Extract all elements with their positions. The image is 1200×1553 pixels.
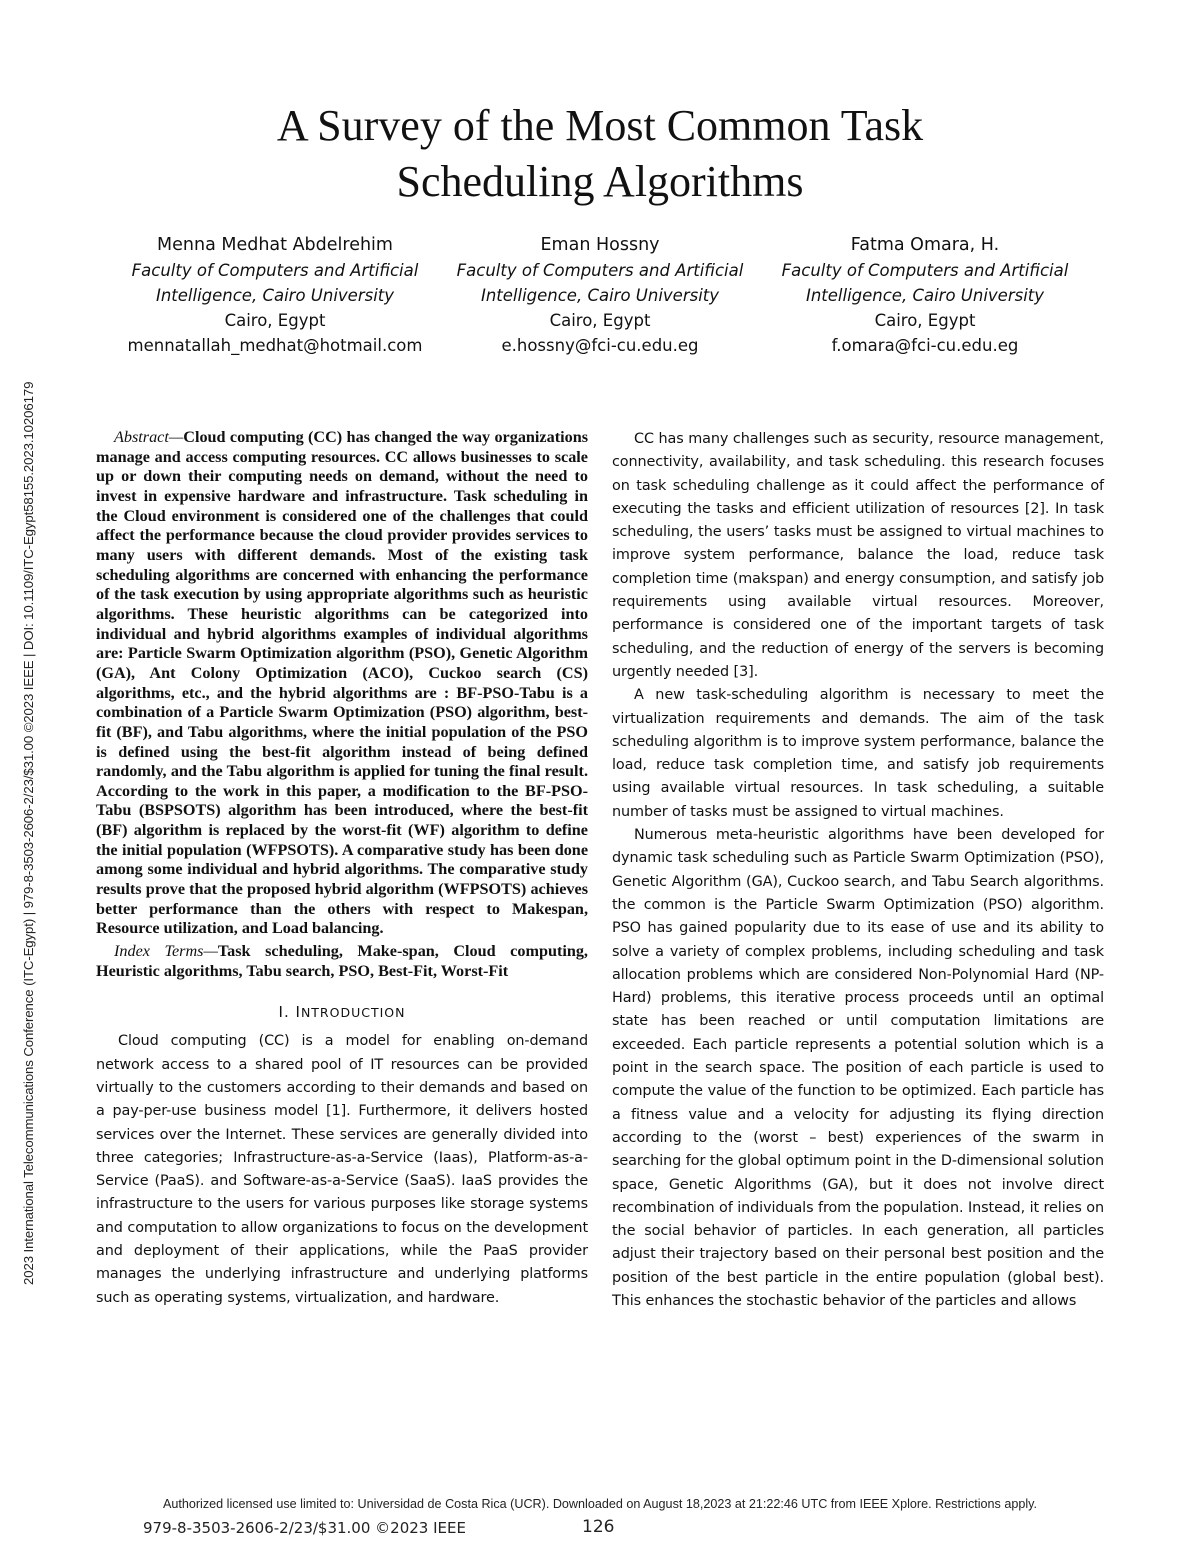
author-email: f.omara@fci-cu.edu.eg (831, 336, 1019, 355)
section-heading-introduction (96, 1003, 588, 1021)
author-affiliation-line-1: Faculty of Computers and Artificial (131, 261, 419, 280)
abstract (96, 428, 588, 981)
introduction-body-continued (612, 428, 1104, 1313)
author-email: e.hossny@fci-cu.edu.eg (501, 336, 699, 355)
author-location: Cairo, Egypt (549, 311, 651, 330)
page-number: 126 (582, 1517, 615, 1537)
section-title-initial: I (295, 1003, 301, 1022)
author-affiliation-line-2: Intelligence, Cairo University (805, 286, 1045, 305)
paper-title (150, 98, 1050, 210)
author-location: Cairo, Egypt (874, 311, 976, 330)
title-line-2: Scheduling Algorithms (396, 157, 804, 206)
index-terms (96, 942, 588, 981)
author-affiliation-line-2: Intelligence, Cairo University (480, 286, 720, 305)
doi-sidebar: 2023 International Telecommunications Conference (ITC-Egypt) | 979-8-3503-2606-2/23/$31.00 ©2023 IEEE | DOI: 10.1109/ITC-Egypt58155.2023.10206179 (21, 381, 36, 1285)
author-name: Fatma Omara, H. (850, 235, 1000, 255)
author-affiliation-line-2: Intelligence, Cairo University (155, 286, 395, 305)
section-number: I. (278, 1003, 296, 1022)
author-email: mennatallah_medhat@hotmail.com (127, 336, 423, 355)
author-name: Menna Medhat Abdelrehim (157, 235, 393, 255)
author-affiliation-line-1: Faculty of Computers and Artificial (781, 261, 1069, 280)
body-paragraph: Cloud computing (CC) is a model for enabling on-demand network access to a shared pool of IT resources can be provided virtually to the customers according to their demands and based on a pay-per-use business model [1]. Furthermore, it delivers hosted services over the Internet. These services are generally divided into three categories; Infrastructure-as-a-Service (Iaas), Platform-as-a-Service (PaaS). and Software-as-a-Service (SaaS). IaaS provides the infrastructure to the users for various purposes like storage systems and computation to allow organizations to focus on the development and deployment of their applications, while the PaaS provider manages the underlying infrastructure and underlying platforms such as operating systems, virtualization, and hardware. (96, 1033, 588, 1306)
isbn-copyright: 979-8-3503-2606-2/23/$31.00 ©2023 IEEE (143, 1519, 466, 1537)
body-paragraph: A new task-scheduling algorithm is necessary to meet the virtualization requirements and demands. The aim of the task scheduling algorithm is to improve system performance, balance the load, reduce task completion time, and satisfy job requirements using available virtual resources. In task scheduling, a suitable number of tasks must be assigned to virtual machines. (612, 687, 1104, 820)
title-line-1: A Survey of the Most Common Task (276, 101, 924, 150)
author-block-3 (755, 233, 1095, 358)
left-column (96, 428, 588, 1310)
abstract-text: Cloud computing (CC) has changed the way organizations manage and access computing resources. CC allows businesses to scale up or down their computing needs on demand, without the need to invest in expensive hardware and infrastructure. Task scheduling in the Cloud environment is considered one of the challenges that could affect the performance because the cloud provider provides services to many users with different demands. Most of the existing task scheduling algorithms are concerned with enhancing the performance of the task execution by using appropriate algorithms such as heuristic algorithms. These heuristic algorithms can be categorized into individual and hybrid algorithms examples of individual algorithms are: Particle Swarm Optimization algorithm (PSO), Genetic Algorithm (GA), Ant Colony Optimization (ACO), Cuckoo search (CS) algorithms, etc., and the hybrid algorithms are : BF-PSO-Tabu is a combination of a Particle Swarm Optimization (PSO) algorithm, best-fit (BF), and Tabu algorithms, where the initial population of the PSO is defined using the best-fit algorithm instead of being defined randomly, and the Tabu algorithm is applied for tuning the final result. According to the work in this paper, a modification to the BF-PSO-Tabu (BSPSOTS) algorithm has been introduced, where the best-fit (BF) algorithm is replaced by the worst-fit (WF) algorithm to define the initial population (WFPSOTS). A comparative study has been done among some individual and hybrid algorithms. The comparative study results prove that the proposed hybrid algorithm (WFPSOTS) achieves better performance than the others with respect to Makespan, Resource utilization, and Load balancing. (96, 428, 588, 938)
index-terms-text: Task scheduling, Make-span, Cloud computing, Heuristic algorithms, Tabu search, PSO, Best-Fit, Worst-Fit (96, 942, 588, 980)
author-affiliation-line-1: Faculty of Computers and Artificial (456, 261, 744, 280)
section-title-rest: NTRODUCTION (300, 1005, 406, 1021)
abstract-label: Abstract— (114, 428, 184, 446)
author-name: Eman Hossny (540, 235, 660, 255)
body-paragraph: Numerous meta-heuristic algorithms have been developed for dynamic task scheduling such as Particle Swarm Optimization (PSO), Genetic Algorithm (GA), Cuckoo search, and Tabu Search algorithms. the common is the Particle Swarm Optimization (PSO) algorithm. PSO has gained popularity due to its ease of use and its ability to solve a variety of complex problems, including scheduling and task allocation problems which are considered Non-Polynomial Hard (NP-Hard) problems, this iterative process proceeds until an optimal state has been reached or until computation limitations are exceeded. Each particle represents a potential solution which is a point in the search space. The position of each particle is used to compute the value of the function to be optimized. Each particle has a fitness value and a velocity for adjusting its flying direction according to the (worst – best) experiences of the swarm in searching for the global optimum point in the D-dimensional solution space, Genetic Algorithms (GA), but it does not involve direct recombination of individuals from the population. Instead, it relies on the social behavior of particles. In each generation, all particles adjust their trajectory based on their personal best position and the position of the best particle in the entire population (global best). This enhances the stochastic behavior of the particles and allows (612, 827, 1104, 1309)
introduction-body (96, 1030, 588, 1310)
author-location: Cairo, Egypt (224, 311, 326, 330)
body-paragraph: CC has many challenges such as security, resource management, connectivity, availability, and task scheduling. this research focuses on task scheduling challenge as it could affect the performance of executing the tasks and efficient utilization of resources [2]. In task scheduling, the users’ tasks must be assigned to virtual machines to improve system performance, balance the load, reduce task completion time (makspan) and energy consumption, and satisfy job requirements using available virtual resources. Moreover, performance is considered one of the important targets of task scheduling, and the reduction of energy of the servers is becoming urgently needed [3]. (612, 431, 1104, 680)
index-terms-label: Index Terms— (114, 942, 218, 961)
license-notice: Authorized licensed use limited to: Universidad de Costa Rica (UCR). Downloaded on August 18,2023 at 21:22:46 UTC from IEEE Xplore. Restrictions apply. (162, 1497, 1038, 1511)
author-block-2 (430, 233, 770, 358)
abstract-paragraph (96, 428, 588, 939)
right-column (612, 428, 1104, 1313)
author-block-1 (105, 233, 445, 358)
